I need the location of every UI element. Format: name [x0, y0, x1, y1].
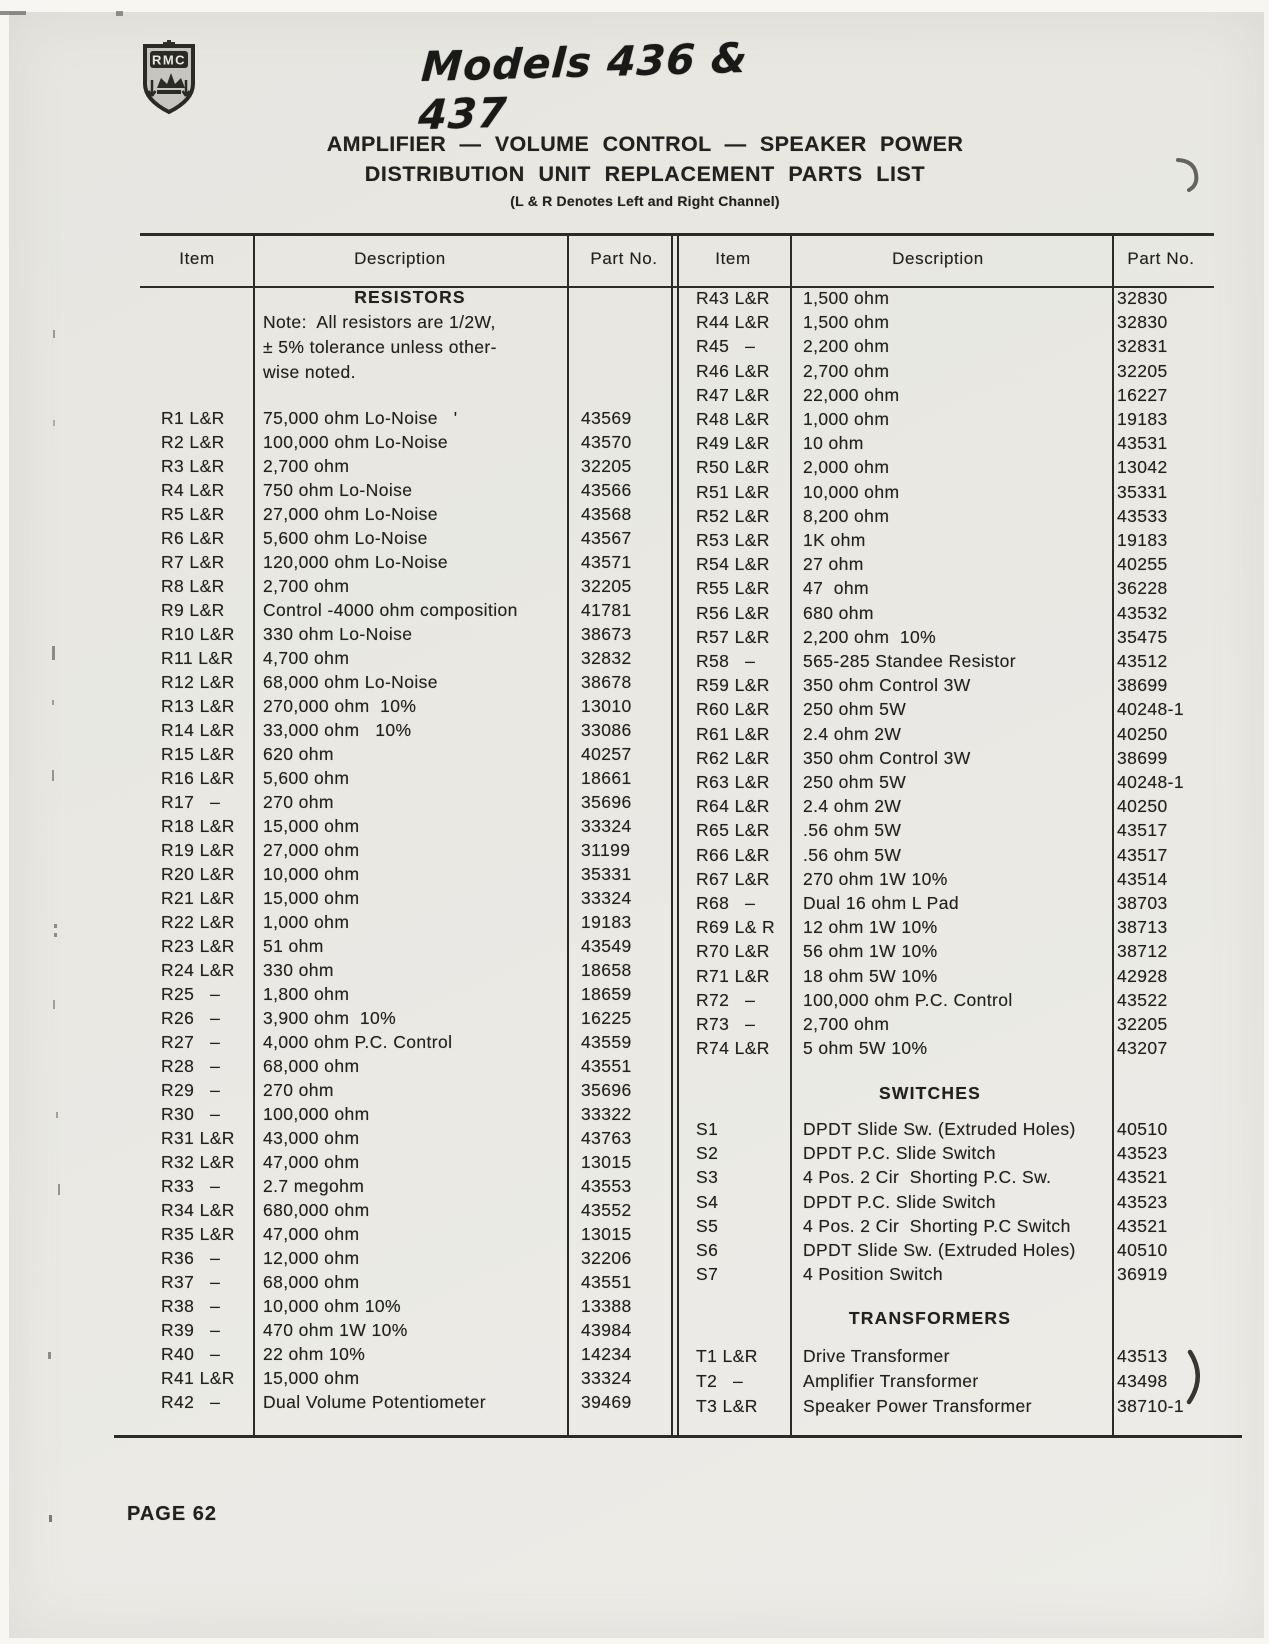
part-no-cell: 43551	[581, 1056, 632, 1076]
item-cell: R17 –	[161, 792, 221, 812]
description-cell: 270,000 ohm 10%	[263, 696, 417, 716]
section-title: TRANSFORMERS	[848, 1308, 1012, 1328]
page-number: PAGE 62	[127, 1503, 217, 1525]
description-cell: 2.4 ohm 2W	[803, 796, 902, 817]
description-cell: DPDT Slide Sw. (Extruded Holes)	[803, 1240, 1076, 1260]
description-cell: 4 Position Switch	[803, 1264, 944, 1285]
part-no-cell: 32830	[1117, 312, 1168, 333]
item-cell: R50 L&R	[696, 457, 770, 478]
part-no-cell: 33324	[581, 888, 632, 908]
description-cell: 15,000 ohm	[263, 888, 360, 908]
item-cell: R1 L&R	[161, 408, 225, 428]
part-no-cell: 33324	[581, 816, 632, 836]
item-cell: R46 L&R	[696, 360, 770, 381]
description-cell: 350 ohm Control 3W	[803, 675, 971, 696]
part-no-cell: 32831	[1117, 336, 1168, 357]
item-cell: R73 –	[696, 1014, 756, 1034]
description-cell: 75,000 ohm Lo-Noise '	[263, 408, 458, 428]
part-no-cell: 16225	[581, 1008, 632, 1028]
part-no-cell: 43571	[581, 552, 632, 572]
part-no-cell: 35696	[581, 792, 632, 812]
section-title: SWITCHES	[879, 1083, 981, 1103]
description-cell: 4 Pos. 2 Cir Shorting P.C. Sw.	[803, 1167, 1052, 1188]
item-cell: R58 –	[696, 651, 756, 671]
part-no-cell: 43523	[1117, 1143, 1168, 1164]
item-cell: R8 L&R	[161, 576, 225, 596]
description-cell: 51 ohm	[263, 936, 324, 956]
part-no-cell: 43512	[1117, 651, 1168, 671]
part-no-cell: 14234	[581, 1344, 632, 1364]
part-no-cell: 43559	[581, 1032, 632, 1052]
description-cell: 43,000 ohm	[263, 1128, 360, 1148]
part-no-cell: 32832	[581, 648, 632, 668]
item-cell: R3 L&R	[161, 456, 225, 476]
part-no-cell: 13042	[1117, 457, 1168, 478]
part-no-cell: 43551	[581, 1272, 632, 1292]
description-cell: 2,200 ohm	[803, 336, 890, 357]
description-cell: 750 ohm Lo-Noise	[263, 480, 413, 500]
item-cell: R12 L&R	[161, 672, 235, 692]
description-cell: 2,700 ohm	[803, 1014, 890, 1034]
description-cell: 2,700 ohm	[263, 576, 350, 596]
part-no-cell: 32206	[581, 1248, 632, 1268]
part-no-cell: 38678	[581, 672, 632, 692]
item-cell: R45 –	[696, 336, 756, 357]
description-cell: 3,900 ohm 10%	[263, 1008, 397, 1028]
description-cell: 1,000 ohm	[263, 912, 350, 932]
handwritten-model-note: Models 436 & 437	[417, 33, 750, 140]
item-cell: R32 L&R	[161, 1152, 235, 1172]
part-no-cell: 43517	[1117, 844, 1168, 865]
item-cell: R48 L&R	[696, 409, 770, 429]
item-cell: R41 L&R	[161, 1368, 235, 1388]
part-no-cell: 35696	[581, 1080, 632, 1100]
description-cell: 27 ohm	[803, 554, 864, 575]
item-cell: R56 L&R	[696, 602, 770, 623]
description-cell: 4,700 ohm	[263, 648, 350, 668]
description-cell: 22 ohm 10%	[263, 1344, 366, 1364]
part-no-cell: 13010	[581, 696, 632, 716]
item-cell: T2 –	[696, 1371, 744, 1391]
part-no-cell: 43533	[1117, 505, 1168, 526]
item-cell: R22 L&R	[161, 912, 235, 932]
item-cell: S7	[696, 1264, 719, 1285]
item-cell: R27 –	[161, 1032, 221, 1052]
description-cell: 68,000 ohm	[263, 1056, 360, 1076]
description-cell: 4 Pos. 2 Cir Shorting P.C Switch	[803, 1215, 1071, 1236]
part-no-cell: 43523	[1117, 1191, 1168, 1212]
description-cell: 12,000 ohm	[263, 1248, 360, 1268]
description-cell: 2.7 megohm	[263, 1176, 365, 1196]
part-no-cell: 32205	[1117, 360, 1168, 381]
description-cell: 565-285 Standee Resistor	[803, 651, 1016, 671]
description-cell: Drive Transformer	[803, 1346, 950, 1366]
part-no-cell: 32205	[581, 576, 632, 596]
description-cell: 10 ohm	[803, 433, 864, 454]
part-no-cell: 43984	[581, 1320, 632, 1340]
item-cell: R24 L&R	[161, 960, 235, 980]
description-cell: 12 ohm 1W 10%	[803, 917, 938, 938]
description-cell: 330 ohm	[263, 960, 334, 980]
part-no-cell: 42928	[1117, 965, 1168, 986]
item-cell: R63 L&R	[696, 772, 770, 792]
part-no-cell: 35331	[1117, 481, 1168, 502]
item-cell: R34 L&R	[161, 1200, 235, 1220]
item-cell: R6 L&R	[161, 528, 225, 548]
part-no-cell: 38703	[1117, 893, 1168, 913]
part-no-cell: 19183	[581, 912, 632, 932]
description-cell: 2,700 ohm	[263, 456, 350, 476]
description-cell: 68,000 ohm Lo-Noise	[263, 672, 438, 692]
part-no-cell: 33086	[581, 720, 632, 740]
description-cell: 270 ohm	[263, 792, 334, 812]
part-no-cell: 43521	[1117, 1215, 1168, 1236]
item-cell: R51 L&R	[696, 481, 770, 502]
item-cell: R72 –	[696, 989, 756, 1010]
description-cell: 350 ohm Control 3W	[803, 747, 971, 768]
description-cell: 15,000 ohm	[263, 1368, 360, 1388]
description-cell: 47,000 ohm	[263, 1152, 360, 1172]
part-no-cell: 32205	[581, 456, 632, 476]
item-cell: S6	[696, 1240, 719, 1260]
part-no-cell: 18658	[581, 960, 632, 980]
item-cell: R16 L&R	[161, 768, 235, 788]
right-item-header: Item	[715, 249, 751, 268]
item-cell: R33 –	[161, 1176, 221, 1196]
description-cell: 33,000 ohm 10%	[263, 720, 412, 740]
part-no-cell: 43552	[581, 1200, 632, 1220]
part-no-cell: 40510	[1117, 1240, 1168, 1260]
item-cell: R61 L&R	[696, 723, 770, 744]
item-cell: R15 L&R	[161, 744, 235, 764]
item-cell: R40 –	[161, 1344, 221, 1364]
section-title: RESISTORS	[354, 287, 466, 307]
part-no-cell: 43531	[1117, 433, 1168, 454]
description-cell: 15,000 ohm	[263, 816, 360, 836]
description-cell: 68,000 ohm	[263, 1272, 360, 1292]
description-cell: 22,000 ohm	[803, 384, 900, 405]
item-cell: R35 L&R	[161, 1224, 235, 1244]
part-no-cell: 38713	[1117, 917, 1168, 938]
description-cell: 680,000 ohm	[263, 1200, 370, 1220]
description-cell: 10,000 ohm	[803, 481, 900, 502]
item-cell: R68 –	[696, 893, 756, 913]
description-cell: .56 ohm 5W	[803, 844, 902, 865]
item-cell: R19 L&R	[161, 840, 235, 860]
item-cell: R25 –	[161, 984, 221, 1004]
item-cell: R29 –	[161, 1080, 221, 1100]
description-cell: 120,000 ohm Lo-Noise	[263, 552, 449, 572]
description-cell: 250 ohm 5W	[803, 772, 907, 792]
item-cell: R74 L&R	[696, 1038, 770, 1059]
item-cell: R38 –	[161, 1296, 221, 1316]
part-no-cell: 43522	[1117, 989, 1168, 1010]
description-cell: 1,500 ohm	[803, 312, 890, 333]
part-no-cell: 43513	[1117, 1346, 1168, 1366]
item-cell: R42 –	[161, 1392, 221, 1412]
left-part-no-header: Part No.	[590, 249, 658, 268]
part-no-cell: 43514	[1117, 868, 1168, 889]
item-cell: R23 L&R	[161, 936, 235, 956]
part-no-cell: 43567	[581, 528, 632, 548]
description-cell: 27,000 ohm Lo-Noise	[263, 504, 438, 524]
part-no-cell: 36919	[1117, 1264, 1168, 1285]
part-no-cell: 40257	[581, 744, 632, 764]
part-no-cell: 43532	[1117, 602, 1168, 623]
description-cell: 2,200 ohm 10%	[803, 626, 937, 647]
item-cell: R47 L&R	[696, 384, 770, 405]
description-cell: 680 ohm	[803, 602, 874, 623]
part-no-cell: 43521	[1117, 1167, 1168, 1188]
part-no-cell: 43763	[581, 1128, 632, 1148]
part-no-cell: 36228	[1117, 578, 1168, 599]
description-cell: 330 ohm Lo-Noise	[263, 624, 413, 644]
description-cell: DPDT P.C. Slide Switch	[803, 1143, 996, 1164]
part-no-cell: 43553	[581, 1176, 632, 1196]
item-cell: R66 L&R	[696, 844, 770, 865]
description-cell: 100,000 ohm	[263, 1104, 370, 1124]
item-cell: R60 L&R	[696, 699, 770, 720]
page-subtitle: (L & R Denotes Left and Right Channel)	[510, 193, 780, 209]
part-no-cell: 38699	[1117, 747, 1168, 768]
item-cell: R49 L&R	[696, 433, 770, 454]
description-cell: 8,200 ohm	[803, 505, 890, 526]
item-cell: T1 L&R	[696, 1346, 758, 1366]
description-cell: 270 ohm 1W 10%	[803, 868, 948, 889]
description-cell: 620 ohm	[263, 744, 334, 764]
item-cell: R62 L&R	[696, 747, 770, 768]
item-cell: R21 L&R	[161, 888, 235, 908]
item-cell: R64 L&R	[696, 796, 770, 817]
part-no-cell: 43207	[1117, 1038, 1168, 1059]
right-edge-paren-mark	[1189, 1352, 1198, 1402]
description-cell: 10,000 ohm	[263, 864, 360, 884]
item-cell: S3	[696, 1167, 719, 1188]
description-cell: 2,000 ohm	[803, 457, 890, 478]
item-cell: R43 L&R	[696, 288, 770, 308]
description-cell: 1,000 ohm	[803, 409, 890, 429]
part-no-cell: 38710-1	[1117, 1396, 1185, 1416]
description-cell: 4,000 ohm P.C. Control	[263, 1032, 453, 1052]
item-cell: R54 L&R	[696, 554, 770, 575]
part-no-cell: 33322	[581, 1104, 632, 1124]
item-cell: T3 L&R	[696, 1396, 758, 1416]
part-no-cell: 16227	[1117, 384, 1168, 405]
part-no-cell: 13015	[581, 1224, 632, 1244]
page-title-line1: AMPLIFIER — VOLUME CONTROL — SPEAKER POWER	[326, 132, 964, 156]
item-cell: R2 L&R	[161, 432, 225, 452]
description-cell: Control -4000 ohm composition	[263, 600, 518, 620]
item-cell: R55 L&R	[696, 578, 770, 599]
description-cell: 5 ohm 5W 10%	[803, 1038, 928, 1059]
note-text: ± 5% tolerance unless other-	[263, 337, 497, 357]
part-no-cell: 41781	[581, 600, 632, 620]
item-cell: R53 L&R	[696, 530, 770, 550]
description-cell: 27,000 ohm	[263, 840, 360, 860]
part-no-cell: 40255	[1117, 554, 1168, 575]
item-cell: R69 L& R	[696, 917, 776, 938]
description-cell: 270 ohm	[263, 1080, 334, 1100]
part-no-cell: 35475	[1117, 626, 1168, 647]
part-no-cell: 40250	[1117, 723, 1168, 744]
left-item-header: Item	[179, 249, 215, 268]
item-cell: R57 L&R	[696, 626, 770, 647]
part-no-cell: 19183	[1117, 530, 1168, 550]
item-cell: R18 L&R	[161, 816, 235, 836]
description-cell: 47 ohm	[803, 578, 870, 599]
item-cell: R14 L&R	[161, 720, 235, 740]
item-cell: R28 –	[161, 1056, 221, 1076]
part-no-cell: 43569	[581, 408, 632, 428]
item-cell: R7 L&R	[161, 552, 225, 572]
right-description-header: Description	[892, 249, 984, 268]
item-cell: R67 L&R	[696, 868, 770, 889]
part-no-cell: 43566	[581, 480, 632, 500]
part-no-cell: 38699	[1117, 675, 1168, 696]
part-no-cell: 43549	[581, 936, 632, 956]
item-cell: R10 L&R	[161, 624, 235, 644]
part-no-cell: 19183	[1117, 409, 1168, 429]
description-cell: Dual Volume Potentiometer	[263, 1392, 487, 1412]
description-cell: 18 ohm 5W 10%	[803, 965, 938, 986]
part-no-cell: 35331	[581, 864, 632, 884]
item-cell: R71 L&R	[696, 965, 770, 986]
item-cell: S5	[696, 1215, 719, 1236]
item-cell: R30 –	[161, 1104, 221, 1124]
part-no-cell: 38673	[581, 624, 632, 644]
description-cell: 100,000 ohm Lo-Noise	[263, 432, 449, 452]
part-no-cell: 13388	[581, 1296, 632, 1316]
part-no-cell: 31199	[581, 840, 631, 860]
part-no-cell: 38712	[1117, 941, 1168, 962]
part-no-cell: 40510	[1117, 1119, 1168, 1139]
part-no-cell: 18659	[581, 984, 632, 1004]
description-cell: DPDT P.C. Slide Switch	[803, 1191, 996, 1212]
item-cell: R31 L&R	[161, 1128, 235, 1148]
description-cell: 56 ohm 1W 10%	[803, 941, 938, 962]
description-cell: 100,000 ohm P.C. Control	[803, 989, 1013, 1010]
part-no-cell: 39469	[581, 1392, 632, 1412]
item-cell: R5 L&R	[161, 504, 225, 524]
description-cell: 47,000 ohm	[263, 1224, 360, 1244]
part-no-cell: 43568	[581, 504, 632, 524]
item-cell: R11 L&R	[161, 648, 234, 668]
page-title-line2: DISTRIBUTION UNIT REPLACEMENT PARTS LIST	[364, 162, 926, 186]
note-text: wise noted.	[263, 362, 356, 382]
description-cell: Speaker Power Transformer	[803, 1396, 1032, 1416]
item-cell: R36 –	[161, 1248, 221, 1268]
description-cell: Amplifier Transformer	[803, 1371, 979, 1391]
part-no-cell: 40248-1	[1117, 699, 1185, 720]
item-cell: R26 –	[161, 1008, 221, 1028]
item-cell: R52 L&R	[696, 505, 770, 526]
item-cell: R37 –	[161, 1272, 221, 1292]
description-cell: Dual 16 ohm L Pad	[803, 893, 959, 913]
left-description-header: Description	[354, 249, 446, 268]
part-no-cell: 32205	[1117, 1014, 1168, 1034]
item-cell: S2	[696, 1143, 719, 1164]
part-no-cell: 18661	[581, 768, 632, 788]
description-cell: 250 ohm 5W	[803, 699, 907, 720]
item-cell: R20 L&R	[161, 864, 235, 884]
item-cell: R44 L&R	[696, 312, 770, 333]
description-cell: 2.4 ohm 2W	[803, 723, 902, 744]
part-no-cell: 32830	[1117, 288, 1168, 308]
description-cell: 5,600 ohm Lo-Noise	[263, 528, 428, 548]
description-cell: 2,700 ohm	[803, 360, 890, 381]
item-cell: S1	[696, 1119, 719, 1139]
part-no-cell: 40250	[1117, 796, 1168, 817]
item-cell: R39 –	[161, 1320, 221, 1340]
item-cell: R9 L&R	[161, 600, 225, 620]
right-part-no-header: Part No.	[1127, 249, 1195, 268]
description-cell: 1,500 ohm	[803, 288, 890, 308]
description-cell: 10,000 ohm 10%	[263, 1296, 401, 1316]
part-no-cell: 43517	[1117, 820, 1168, 841]
item-cell: R65 L&R	[696, 820, 770, 841]
part-no-cell: 13015	[581, 1152, 632, 1172]
note-text: Note: All resistors are 1/2W,	[263, 312, 496, 332]
part-no-cell: 33324	[581, 1368, 632, 1388]
part-no-cell: 40248-1	[1117, 772, 1185, 792]
item-cell: R59 L&R	[696, 675, 770, 696]
item-cell: R4 L&R	[161, 480, 225, 500]
description-cell: 470 ohm 1W 10%	[263, 1320, 408, 1340]
part-no-cell: 43570	[581, 432, 632, 452]
item-cell: R70 L&R	[696, 941, 770, 962]
item-cell: S4	[696, 1191, 719, 1212]
description-cell: 1,800 ohm	[263, 984, 350, 1004]
right-edge-hook-mark	[1178, 160, 1196, 190]
description-cell: 5,600 ohm	[263, 768, 350, 788]
description-cell: .56 ohm 5W	[803, 820, 902, 841]
item-cell: R13 L&R	[161, 696, 235, 716]
description-cell: DPDT Slide Sw. (Extruded Holes)	[803, 1119, 1076, 1139]
logo-letters: RMC	[151, 52, 187, 68]
description-cell: 1K ohm	[803, 530, 866, 550]
part-no-cell: 43498	[1117, 1371, 1168, 1391]
